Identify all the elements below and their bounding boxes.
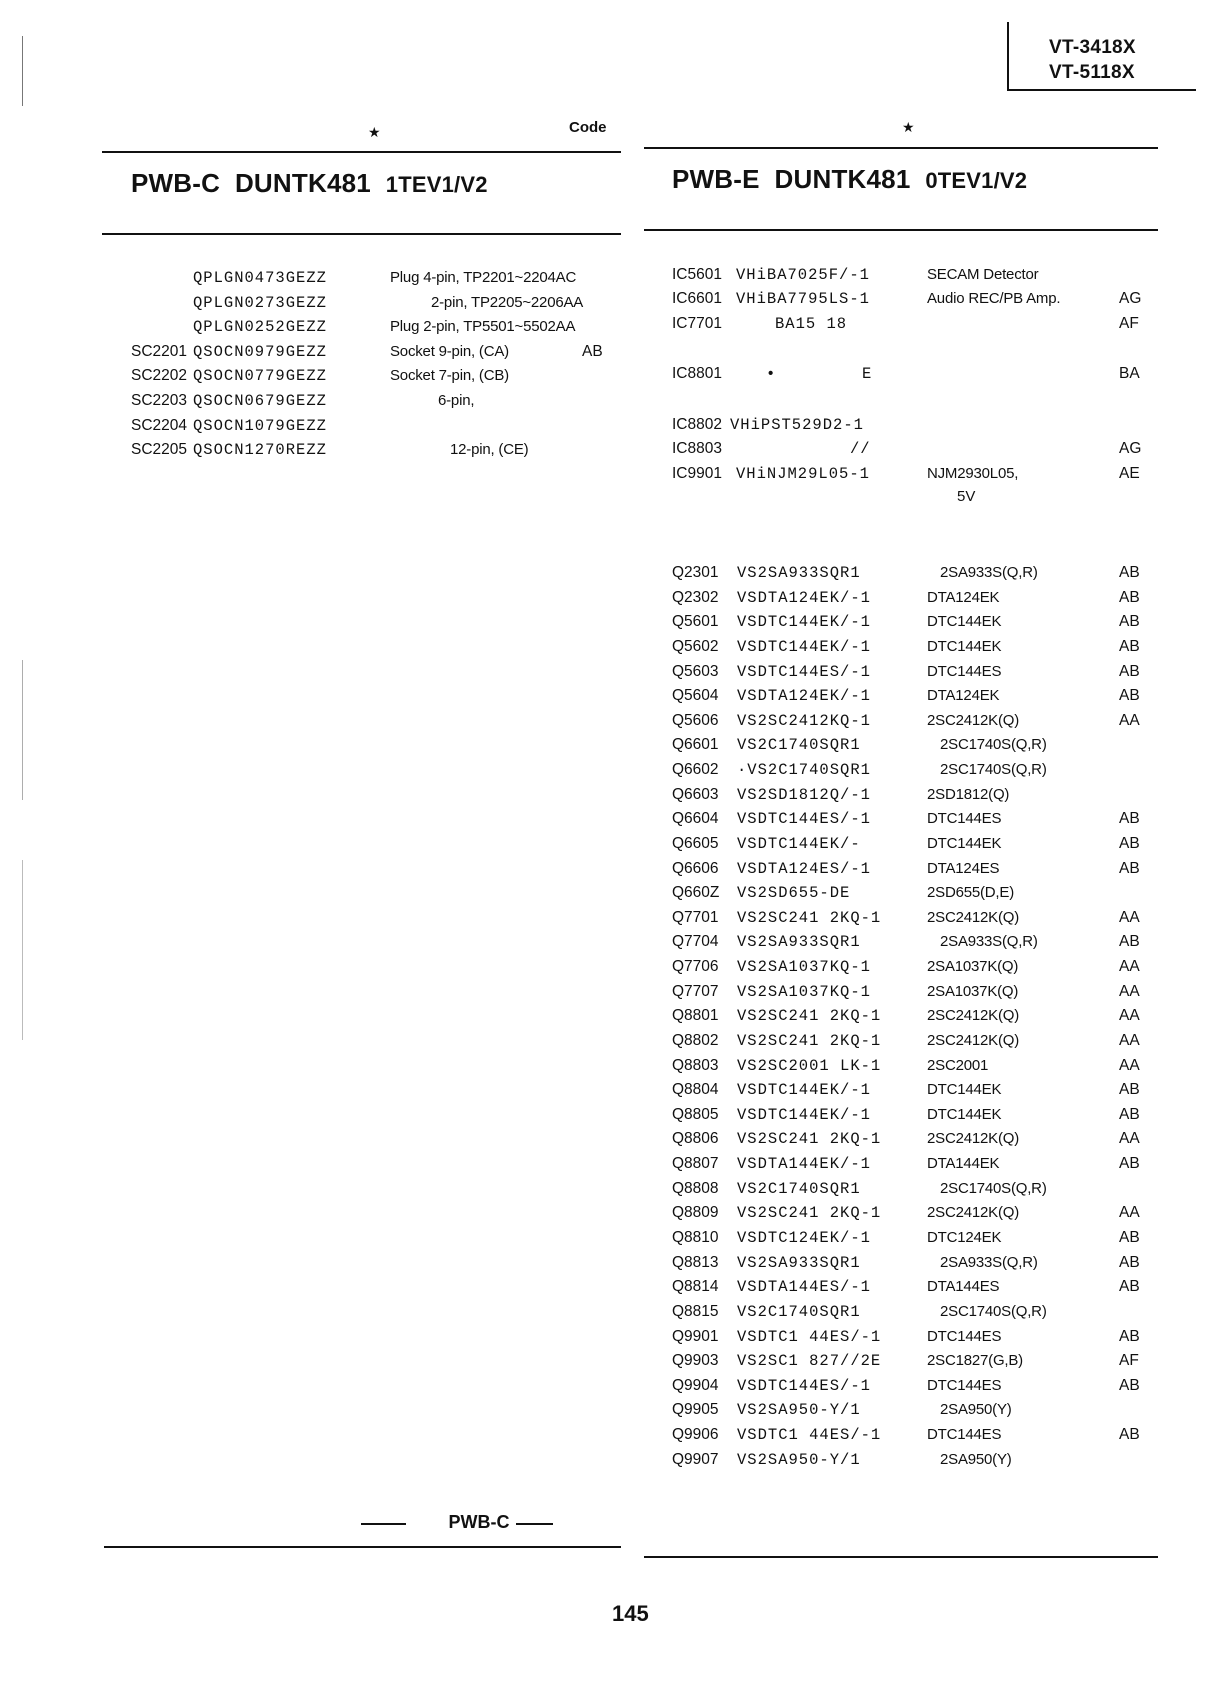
left-code-label: Code [569,119,607,136]
part-number: VSDTC144ES/-1 [737,662,871,681]
price-code: AB [1119,1105,1140,1123]
part-description: Plug 2-pin, TP5501~5502AA [390,318,576,336]
price-code: AB [1119,1229,1140,1246]
part-description: 2SC2412K(Q) [927,711,1020,729]
part-description: Socket 7-pin, (CB) [390,367,509,385]
ref-number: IC5601 [672,266,722,283]
table-row [0,561,1180,586]
part-number: VSDTC1 44ES/-1 [737,1327,882,1346]
part-number: QPLGN0252GEZZ [193,318,327,337]
price-code: AG [1119,440,1142,457]
price-code: AB [1119,564,1140,581]
part-number: VS2SA1037KQ-1 [737,982,871,1001]
ref-number: Q8815 [672,1302,719,1320]
ref-number: Q6605 [672,834,719,852]
table-row [0,1201,1180,1226]
left-bottom-rule [104,1546,621,1548]
ref-number: Q7701 [672,908,719,926]
left-section-board: DUNTK481 [234,168,371,198]
table-row [0,1423,1180,1448]
part-description: 2SC1740S(Q,R) [940,736,1047,754]
part-description: DTA144ES [927,1278,1000,1296]
price-code: AB [582,342,603,360]
model-header-rule [1007,22,1009,90]
right-title-rule [644,229,1158,231]
table-row [0,1226,1180,1251]
ref-number: Q8806 [672,1130,719,1148]
part-description: DTC144ES [927,1426,1002,1444]
part-number: VS2SC2001 LK-1 [737,1056,882,1075]
ref-number: Q9905 [672,1401,719,1419]
part-number: VSDTA124ES/-1 [737,859,871,878]
price-code: AA [1119,1204,1140,1222]
table-row [0,733,1180,758]
part-number: QSOCN0679GEZZ [193,392,327,410]
model-header-underline [1007,89,1196,91]
model-number-1: VT-3418X [1049,37,1136,58]
table-row [0,906,1180,931]
part-number: VS2SC241 2KQ-1 [737,1204,882,1223]
ref-number: Q6602 [672,761,719,779]
part-number: VS2SC241 2KQ-1 [737,1031,882,1050]
part-description: Audio REC/PB Amp. [927,290,1061,307]
table-row [0,1127,1180,1152]
ref-number: Q5603 [672,662,719,680]
ref-number: SC2204 [131,416,188,434]
price-code: AB [1119,834,1140,852]
table-row [0,1325,1180,1350]
ref-number: SC2205 [131,441,188,459]
table-row [0,635,1180,660]
part-description: DTC144ES [927,1327,1002,1345]
part-number: VSDTC144EK/- [737,834,861,853]
price-code: AF [1119,315,1139,332]
part-description: DTC144EK [927,834,1002,852]
price-code: AB [1119,662,1140,680]
table-row [0,1054,1180,1079]
part-description: Plug 4-pin, TP2201~2204AC [390,269,577,286]
part-number: VS2SD1812Q/-1 [737,785,871,804]
part-description: DTC144EK [927,1105,1002,1123]
part-number: VS2SC241 2KQ-1 [737,1130,882,1149]
ref-number: Q8802 [672,1031,719,1049]
table-row [0,389,640,414]
table-row [0,660,1180,685]
part-number: VHiBA7795LS-1 [736,290,870,308]
table-row [0,758,1180,783]
part-number: QSOCN1079GEZZ [193,416,327,435]
part-description: Socket 9-pin, (CA) [390,342,509,360]
price-code: AA [1119,1007,1140,1025]
price-code: AF [1119,1352,1139,1370]
part-number: VSDTC144EK/-1 [737,613,871,632]
part-number: VS2SA933SQR1 [737,933,861,952]
part-number: VS2SA933SQR1 [737,564,861,582]
part-number: // [850,440,871,458]
price-code: AA [1119,1031,1140,1049]
price-code: AB [1119,810,1140,828]
part-number: VHiNJM29L05-1 [736,465,870,483]
table-row [0,1374,1180,1399]
table-row [0,807,1180,832]
ref-number: IC7701 [672,315,722,332]
ref-number: SC2201 [131,342,188,360]
part-number-suffix: E [862,365,873,383]
right-section-prefix: PWB-E [672,164,760,194]
price-code: AA [1119,908,1140,926]
table-row [0,980,1180,1005]
part-number: BA15 18 [775,315,848,333]
part-number: VSDTC144EK/-1 [737,1105,871,1124]
table-row [0,832,1180,857]
left-footer-label [361,1512,553,1533]
part-number: VHiBA7025F/-1 [736,266,870,284]
part-number: QSOCN1270REZZ [193,441,327,460]
part-description: 2SA1037K(Q) [927,958,1019,976]
part-number: VSDTC1 44ES/-1 [737,1426,882,1445]
ref-number: IC8801 [672,365,722,382]
table-row [0,930,1180,955]
part-description: DTC144ES [927,1376,1002,1394]
part-description: 2SC1827(G,B) [927,1352,1023,1370]
table-row [0,955,1180,980]
part-number: VSDTC144EK/-1 [737,637,871,656]
price-code: AB [1119,1327,1140,1345]
part-description: NJM2930L05, [927,465,1019,482]
part-number: ·VS2C1740SQR1 [737,761,871,780]
table-row [0,586,1180,611]
scan-edge-mark [22,36,23,106]
part-number: VS2SA1037KQ-1 [737,958,871,977]
table-row [0,362,1180,387]
price-code: AB [1119,1426,1140,1444]
ref-number: Q5604 [672,687,719,705]
ref-number: Q8801 [672,1007,719,1025]
part-description: 2SD655(D,E) [927,884,1015,902]
part-description: 2-pin, TP2205~2206AA [431,293,584,311]
ref-number: IC8802 [672,416,722,433]
ref-number: Q660Z [672,884,720,902]
price-code: AB [1119,613,1140,631]
table-row [0,1029,1180,1054]
table-row [0,437,1180,462]
table-row [0,1103,1180,1128]
left-title-rule [102,233,621,235]
table-row [0,881,1180,906]
right-bottom-rule [644,1556,1158,1558]
part-number: VSDTA144EK/-1 [737,1155,871,1174]
part-description: DTA124EK [927,687,1000,705]
ref-number: Q6604 [672,810,719,828]
left-section-prefix: PWB-C [131,168,221,198]
price-code: AA [1119,1130,1140,1148]
part-number: VS2SC1 827//2E [737,1352,882,1371]
part-number: VSDTC124EK/-1 [737,1229,871,1247]
part-number: VS2SA950-Y/1 [737,1450,861,1469]
table-row [0,857,1180,882]
ref-number: Q7706 [672,958,719,976]
part-description: DTC144ES [927,810,1002,828]
part-description: 2SA933S(Q,R) [940,1253,1038,1271]
part-number: VSDTC144ES/-1 [737,1376,871,1395]
part-number: VSDTA144ES/-1 [737,1278,871,1297]
table-row [0,684,1180,709]
price-code: AG [1119,290,1142,307]
ref-number: Q9906 [672,1426,719,1444]
page-number: 145 [612,1601,649,1626]
part-description: 2SD1812(Q) [927,785,1010,803]
ref-number: Q9903 [672,1352,719,1370]
price-code: AA [1119,1056,1140,1074]
ref-number: Q2301 [672,564,719,581]
part-number: QPLGN0473GEZZ [193,269,327,287]
right-section-suffix: 0TEV1/V2 [925,168,1028,193]
ref-number: Q8810 [672,1229,719,1246]
table-row [0,462,1180,487]
part-description: SECAM Detector [927,266,1039,283]
part-description: 2SA950(Y) [940,1401,1012,1419]
ref-number: Q9904 [672,1376,719,1394]
table-row [0,1078,1180,1103]
ref-number: IC9901 [672,465,722,482]
part-number: VS2C1740SQR1 [737,1302,861,1321]
part-description: 6-pin, [438,392,475,409]
ref-number: Q2302 [672,588,719,606]
table-row [0,783,1180,808]
left-star-marker: ★ [368,124,381,140]
table-row [0,1004,1180,1029]
part-description: 2SA933S(Q,R) [940,933,1038,951]
right-section-board: DUNTK481 [774,164,911,194]
part-description: DTC124EK [927,1229,1002,1246]
part-description: DTC144EK [927,637,1002,655]
part-number: VS2SD655-DE [737,884,851,903]
table-row [0,312,1180,337]
ref-number: Q5601 [672,613,719,631]
ref-number: Q6601 [672,736,719,754]
price-code: AB [1119,933,1140,951]
ref-number: SC2203 [131,392,188,409]
ref-number: Q6606 [672,859,719,877]
table-row [0,1177,1180,1202]
part-number: VS2SC241 2KQ-1 [737,1007,882,1026]
price-code: BA [1119,365,1140,382]
left-section-suffix: 1TEV1/V2 [385,172,488,197]
ref-number: SC2202 [131,367,188,385]
part-description: 2SC2412K(Q) [927,908,1020,926]
part-number: VSDTC144EK/-1 [737,1081,871,1100]
ref-number: Q8804 [672,1081,719,1099]
part-description: 2SC1740S(Q,R) [940,1302,1047,1320]
part-description: 2SC2412K(Q) [927,1007,1020,1025]
table-row [0,287,1180,312]
table-row [0,610,1180,635]
table-row [0,1349,1180,1374]
ref-number: Q8808 [672,1179,719,1197]
part-description: DTA124ES [927,859,1000,877]
price-code: AB [1119,859,1140,877]
ref-number: Q8814 [672,1278,719,1296]
ref-number: Q8807 [672,1155,719,1173]
table-row [0,1251,1180,1276]
part-description: 2SA933S(Q,R) [940,564,1038,581]
part-description: 2SC1740S(Q,R) [940,761,1047,779]
part-number: VS2C1740SQR1 [737,1179,861,1198]
table-row [0,263,1180,288]
right-section-title [672,164,1027,195]
part-number: VHiPST529D2-1 [730,416,864,434]
price-code: AB [1119,1081,1140,1099]
price-code: AB [1119,588,1140,606]
part-number: QPLGN0273GEZZ [193,293,327,312]
ref-number: Q7704 [672,933,719,951]
price-code: AB [1119,1278,1140,1296]
part-description: 2SC2001 [927,1056,989,1074]
part-number: VS2SC2412KQ-1 [737,711,871,730]
ref-number: Q5606 [672,711,719,729]
part-description: 12-pin, (CE) [450,441,529,459]
ref-number: Q8805 [672,1105,719,1123]
ref-number: Q8813 [672,1253,719,1271]
right-star-marker: ★ [902,119,915,135]
left-top-rule [102,151,621,153]
ref-number: Q8803 [672,1056,719,1074]
left-section-title [131,168,488,199]
ref-number: Q9907 [672,1450,719,1468]
part-description: 2SC1740S(Q,R) [940,1179,1047,1197]
price-code: AB [1119,687,1140,705]
part-number: VS2SA950-Y/1 [737,1401,861,1420]
table-row [0,1300,1180,1325]
ref-number: IC8803 [672,440,722,457]
part-description: DTC144EK [927,613,1002,631]
part-number: QSOCN0979GEZZ [193,342,327,361]
part-description: DTC144EK [927,1081,1002,1099]
part-description: DTA144EK [927,1155,1000,1173]
price-code: AE [1119,465,1140,482]
part-description: 2SA1037K(Q) [927,982,1019,1000]
ref-number: Q7707 [672,982,719,1000]
price-code: AA [1119,958,1140,976]
price-code: AA [1119,711,1140,729]
price-code: AB [1119,1253,1140,1271]
ic9901-voltage-note: 5V [957,488,976,505]
ref-number: Q9901 [672,1327,719,1345]
ref-number: IC6601 [672,290,722,307]
table-row [0,340,640,365]
table-row [0,1398,1180,1423]
part-number: VSDTA124EK/-1 [737,687,871,706]
part-description: 2SC2412K(Q) [927,1031,1020,1049]
price-code: AA [1119,982,1140,1000]
price-code: AB [1119,1376,1140,1394]
part-number: VS2SC241 2KQ-1 [737,908,882,927]
price-code: AB [1119,1155,1140,1173]
right-top-rule [644,147,1158,149]
part-description: DTA124EK [927,588,1000,606]
ref-number: Q6603 [672,785,719,803]
ref-number: Q8809 [672,1204,719,1222]
part-number: • [766,365,777,383]
model-number-2: VT-5118X [1049,62,1135,83]
part-description: 2SA950(Y) [940,1450,1012,1468]
part-description: DTC144ES [927,662,1002,680]
part-description: 2SC2412K(Q) [927,1130,1020,1148]
part-number: VS2C1740SQR1 [737,736,861,755]
part-number: QSOCN0779GEZZ [193,367,327,386]
part-number: VSDTA124EK/-1 [737,588,871,607]
table-row [0,413,1180,438]
part-description: 2SC2412K(Q) [927,1204,1020,1222]
left-footer-text: PWB-C [448,1512,510,1532]
part-number: VSDTC144ES/-1 [737,810,871,829]
table-row [0,1448,1180,1473]
table-row [0,709,1180,734]
ref-number: Q5602 [672,637,719,655]
part-number: VS2SA933SQR1 [737,1253,861,1272]
table-row [0,1275,1180,1300]
table-row [0,1152,1180,1177]
price-code: AB [1119,637,1140,655]
